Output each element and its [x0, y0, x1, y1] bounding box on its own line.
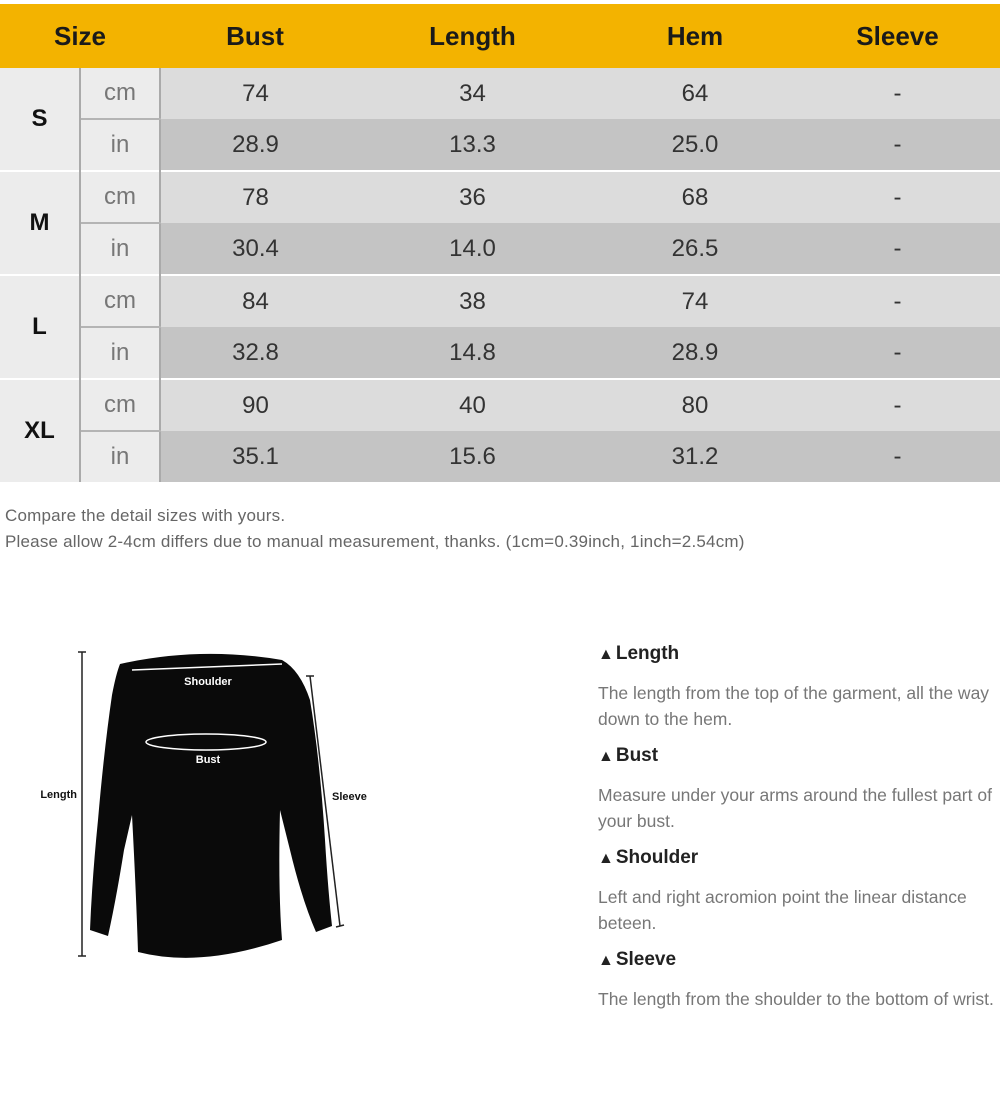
hem-value: 31.2 [595, 431, 795, 482]
table-row [0, 431, 1000, 482]
guide-length-desc: The length from the top of the garment, all the way down to the hem. [598, 683, 990, 729]
table-row [0, 119, 1000, 171]
triangle-icon: ▲ [598, 748, 614, 765]
unit-label: cm [80, 379, 160, 431]
sleeve-value: - [795, 68, 1000, 119]
measurement-guide [598, 640, 998, 1022]
table-row [0, 68, 1000, 119]
bust-value: 28.9 [160, 119, 350, 171]
note-allowance: Please allow 2-4cm differs due to manual measurement, thanks. (1cm=0.39inch, 1inch=2.54cm) [5, 532, 745, 551]
header-sleeve: Sleeve [795, 4, 1000, 68]
sweater-illustration [20, 640, 420, 980]
sleeve-value: - [795, 119, 1000, 171]
sleeve-value: - [795, 379, 1000, 431]
size-label: L [0, 275, 80, 379]
unit-label: cm [80, 171, 160, 223]
guide-bust-desc: Measure under your arms around the fullest part of your bust. [598, 785, 992, 831]
bust-value: 90 [160, 379, 350, 431]
header-size: Size [0, 4, 160, 68]
table-row [0, 171, 1000, 223]
guide-shoulder-title: ▲ Shoulder [598, 844, 998, 872]
length-value: 40 [350, 379, 595, 431]
length-label: Length [40, 789, 77, 801]
unit-label: in [80, 119, 160, 171]
bust-value: 32.8 [160, 327, 350, 379]
hem-value: 74 [595, 275, 795, 327]
length-value: 15.6 [350, 431, 595, 482]
guide-length-title: ▲ Length [598, 640, 998, 668]
note-compare: Compare the detail sizes with yours. [5, 506, 286, 525]
unit-label: in [80, 223, 160, 275]
table-header-row [0, 4, 1000, 68]
hem-value: 25.0 [595, 119, 795, 171]
garment-diagram [20, 640, 420, 980]
hem-value: 68 [595, 171, 795, 223]
unit-label: in [80, 327, 160, 379]
shoulder-label: Shoulder [184, 676, 232, 688]
triangle-icon: ▲ [598, 850, 614, 867]
size-label: M [0, 171, 80, 275]
header-length: Length [350, 4, 595, 68]
table-row [0, 223, 1000, 275]
sleeve-value: - [795, 171, 1000, 223]
bust-value: 84 [160, 275, 350, 327]
table-row [0, 275, 1000, 327]
unit-label: in [80, 431, 160, 482]
sleeve-value: - [795, 275, 1000, 327]
hem-value: 26.5 [595, 223, 795, 275]
guide-sleeve-title: ▲ Sleeve [598, 946, 998, 974]
triangle-icon: ▲ [598, 952, 614, 969]
triangle-icon: ▲ [598, 646, 614, 663]
sleeve-label: Sleeve [332, 791, 367, 803]
length-value: 14.0 [350, 223, 595, 275]
bust-value: 74 [160, 68, 350, 119]
length-value: 13.3 [350, 119, 595, 171]
size-notes [5, 503, 745, 555]
guide-bust-title: ▲ Bust [598, 742, 998, 770]
guide-sleeve-desc: The length from the shoulder to the bottom of wrist. [598, 989, 994, 1009]
length-value: 36 [350, 171, 595, 223]
table-row [0, 379, 1000, 431]
bust-value: 30.4 [160, 223, 350, 275]
guide-shoulder-desc: Left and right acromion point the linear distance beteen. [598, 887, 967, 933]
size-chart-table [0, 4, 1000, 482]
length-value: 14.8 [350, 327, 595, 379]
sleeve-value: - [795, 223, 1000, 275]
length-value: 38 [350, 275, 595, 327]
sweater-silhouette [90, 654, 332, 958]
bust-label: Bust [195, 754, 221, 766]
size-label: XL [0, 379, 80, 482]
length-value: 34 [350, 68, 595, 119]
unit-label: cm [80, 68, 160, 119]
unit-label: cm [80, 275, 160, 327]
header-bust: Bust [160, 4, 350, 68]
hem-value: 64 [595, 68, 795, 119]
sleeve-value: - [795, 431, 1000, 482]
bust-value: 78 [160, 171, 350, 223]
header-hem: Hem [595, 4, 795, 68]
sleeve-value: - [795, 327, 1000, 379]
table-row [0, 327, 1000, 379]
hem-value: 80 [595, 379, 795, 431]
hem-value: 28.9 [595, 327, 795, 379]
bust-value: 35.1 [160, 431, 350, 482]
size-label: S [0, 68, 80, 171]
